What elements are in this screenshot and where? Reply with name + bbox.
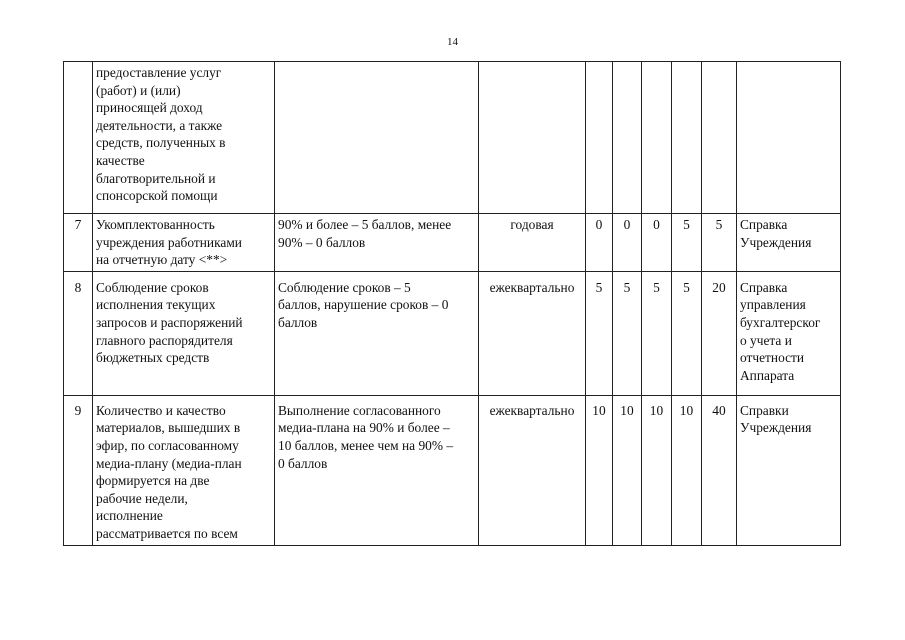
score-cell [642, 62, 672, 214]
page-number: 14 [447, 36, 458, 48]
criterion-text: Укомплектованность учреждения работниками на отчетную дату <**> [96, 217, 242, 268]
criterion-cell [93, 62, 275, 214]
period-cell: годовая [479, 214, 586, 272]
table-row-8 [64, 271, 841, 395]
criterion-cell [93, 395, 275, 545]
scale-cell [275, 395, 479, 545]
scale-text: 90% и более – 5 баллов, менее 90% – 0 баллов [278, 217, 452, 250]
score-cell [672, 62, 702, 214]
criterion-cell [93, 214, 275, 272]
score-cell: 10 [672, 395, 702, 545]
score-cell: 10 [586, 395, 613, 545]
row-number: 7 [64, 214, 93, 272]
score-total-cell: 40 [702, 395, 737, 545]
criteria-table [63, 61, 841, 546]
score-cell [586, 62, 613, 214]
score-cell: 5 [672, 271, 702, 395]
source-cell [737, 395, 841, 545]
source-text: Справка Учреждения [740, 217, 812, 250]
table-row-9 [64, 395, 841, 545]
score-cell: 10 [613, 395, 642, 545]
score-cell: 5 [642, 271, 672, 395]
score-cell: 0 [586, 214, 613, 272]
source-text: Справка управления бухгалтерског о учета и отчетности Аппарата [740, 279, 821, 383]
scale-cell [275, 62, 479, 214]
period-cell: ежеквартально [479, 271, 586, 395]
table-row-continuation [64, 62, 841, 214]
source-cell [737, 62, 841, 214]
score-cell: 5 [586, 271, 613, 395]
scale-cell [275, 214, 479, 272]
criterion-cell [93, 271, 275, 395]
source-cell [737, 271, 841, 395]
score-total-cell: 20 [702, 271, 737, 395]
row-number: 9 [64, 395, 93, 545]
score-cell: 10 [642, 395, 672, 545]
scale-text: Выполнение согласованного медиа-плана на 90% и более – 10 баллов, менее чем на 90% – 0 баллов [278, 402, 454, 471]
score-cell: 5 [672, 214, 702, 272]
score-total-cell [702, 62, 737, 214]
score-total-cell: 5 [702, 214, 737, 272]
source-cell [737, 214, 841, 272]
criterion-text: Количество и качество материалов, вышедших в эфир, по согласованному медиа-плану (медиа-план формируется на две рабочие недели, исполнение рассматривается по всем [96, 402, 242, 541]
scale-cell [275, 271, 479, 395]
table-row-7 [64, 214, 841, 272]
score-cell [613, 62, 642, 214]
criterion-text: предоставление услуг (работ) и (или) приносящей доход деятельности, а также средств, полученных в качестве благотворительной и спонсорской помощи [96, 65, 226, 204]
period-cell: ежеквартально [479, 395, 586, 545]
score-cell: 0 [642, 214, 672, 272]
row-number [64, 62, 93, 214]
criterion-text: Соблюдение сроков исполнения текущих запросов и распоряжений главного распорядителя бюджетных средств [96, 279, 243, 366]
source-text: Справки Учреждения [740, 402, 812, 436]
score-cell: 5 [613, 271, 642, 395]
score-cell: 0 [613, 214, 642, 272]
period-cell [479, 62, 586, 214]
row-number: 8 [64, 271, 93, 395]
scale-text: Соблюдение сроков – 5 баллов, нарушение сроков – 0 баллов [278, 279, 449, 330]
